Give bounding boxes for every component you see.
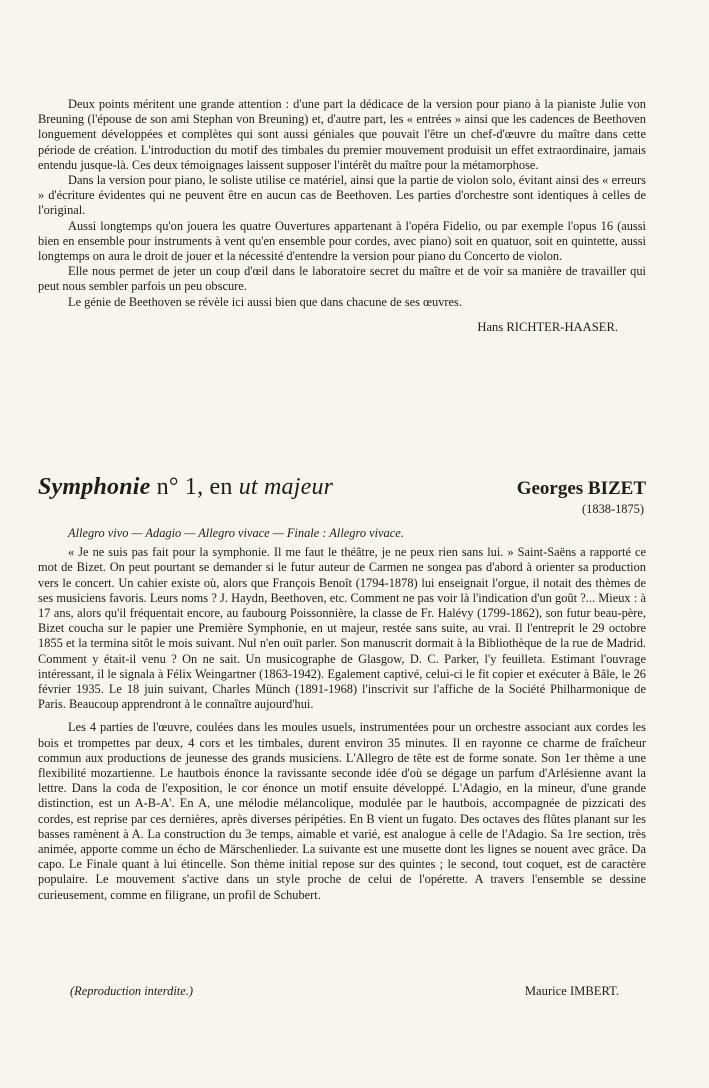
intro-section: [38, 97, 646, 335]
composer-dates: (1838-1875): [582, 502, 644, 516]
title-part-2: n° 1, en: [150, 474, 239, 500]
piece-title: [38, 474, 333, 501]
footer-signature: Maurice IMBERT.: [524, 984, 619, 998]
piece-header: [38, 474, 646, 520]
title-part-1: Symphonie: [38, 474, 151, 500]
intro-paragraph-3: Aussi longtemps qu'on jouera les quatre Ouvertures appartenant à l'opéra Fidelio, ou par exemple l'opus 16 (aussi bien en ensemble pour instruments à vent qu'en ensemble pour cordes, avec piano) soit en quatuor, soit en quintette, aussi longtemps on aura le droit de jouer et la nécessité d'entendre la version pour piano du Concerto de violon.: [38, 218, 646, 264]
intro-paragraph-1: Deux points méritent une grande attention : d'une part la dédicace de la version pour piano à la pianiste Julie von Breuning (l'épouse de son ami Stephan von Breuning) et, d'autre part, les « entrées » ainsi que les cadences de Beethoven longuement développées et complètes qui sont aussi géniales que pouvait l'être un chef-d'œuvre du maître dans cette période de création. L'introduction du motif des timbales du premier mouvement produisit un effet extraordinaire, jamais entendu jusque-là. Ces deux témoignages laissent supposer l'intérêt du maître pour la métamorphose.: [38, 97, 646, 172]
composer-name: Georges BIZET: [516, 478, 646, 499]
intro-paragraph-5: Le génie de Beethoven se révèle ici aussi bien que dans chacune de ses œuvres.: [68, 294, 462, 309]
body-paragraph-2: Les 4 parties de l'œuvre, coulées dans les moules usuels, instrumentées pour un orchestre associant aux cordes les bois et trompettes par deux, 4 cors et les timbales, durent environ 35 minutes. Il en rayonne ce charme de fraîcheur commun aux productions de jeunesse des grands musiciens. L'Allegro de tête est de forme sonate. Son 1er thème a une flexibilité mozartienne. Le hautbois énonce la ravissante seconde idée d'où se dégage un parfum d'Arlésienne avant la lettre. Dans la coda de l'exposition, le cor énonce un motif ensuite développé. L'Adagio, en la mineur, d'une grande distinction, est un A-B-A'. En A, une mélodie mélancolique, modulée par le hautbois, accompagnée de pizzicati des cordes, est reprise par ces dernières, après diverses péripéties. En B vient un fugato. Des octaves des flûtes planant sur les basses ramènent à A. La construction du 3e temps, aimable et varié, est analogue à celle de l'Adagio. Sa 1re section, très animée, apporte comme un écho de Märschenlieder. La suivante est une musette dont les lignes se nouent avec grâce. Da capo. Le Finale quant à lui étincelle. Son thème initial repose sur des quintes ; le second, tout coquet, est de caractère populaire. Le mouvement s'active dans un style proche de celui de l'opérette. A travers l'ensemble se dessine curieusement, comme en filigrane, un profil de Schubert.: [38, 720, 646, 902]
title-part-3: ut majeur: [238, 474, 334, 500]
reproduction-note: (Reproduction interdite.): [70, 984, 193, 998]
piece-section: [38, 526, 646, 903]
intro-paragraph-2: Dans la version pour piano, le soliste utilise ce matériel, ainsi que la partie de violon solo, évitant ainsi des « erreurs » d'écriture évidentes qui ne peuvent être en aucun cas de Beethoven. Les parties d'orchestre sont identiques à celles de l'original.: [38, 173, 646, 218]
tempo-line: Allegro vivo — Adagio — Allegro vivace — Finale : Allegro vivace.: [68, 526, 404, 540]
intro-paragraph-4: Elle nous permet de jeter un coup d'œil dans le laboratoire secret du maître et de voir sa manière de travailler qui peut nous sembler parfois un peu obscure.: [38, 264, 646, 294]
intro-signature: Hans RICHTER-HAASER.: [477, 319, 618, 334]
body-paragraph-1: « Je ne suis pas fait pour la symphonie. Il me faut le théâtre, je ne peux rien sans lui. » Saint-Saëns a rapporté ce mot de Bizet. On peut pourtant se demander si le futur auteur de Carmen ne songea pas d'abord à orienter sa production vers le concert. Un cahier existe où, alors que François Benoît (1794-1878) lui enseignait l'orgue, il notait des thèmes de ses musiciens favoris. Leurs noms ? J. Haydn, Beethoven, etc. Comment ne pas voir là l'indication d'un goût ?... Mieux : à 17 ans, alors qu'il fréquentait encore, au faubourg Poissonnière, la classe de Fr. Halévy (1799-1862), son futur beau-père, Bizet coucha sur le papier une Première Symphonie, en ut majeur, restée sans suite, au vrai. Il l'entreprit le 29 octobre 1855 et la termina sitôt le mois suivant. Nul n'en ouït parler. Son manuscrit dormait à la Bibliothèque de la rue de Madrid. Comment y était-il venu ? On ne sait. Un musicographe de Glasgow, D. C. Parker, l'y feuilleta. Estimant l'ouvrage intéressant, il le signala à Félix Weingartner (1863-1942). Egalement captivé, celui-ci le fit copier et exécuter à Bâle, le 26 février 1935. Le 18 juin suivant, Charles Münch (1891-1968) l'inscrivit sur l'affiche de la Société Philharmonique de Paris. Beaucoup apprendront à le connaître aujourd'hui.: [38, 545, 646, 712]
